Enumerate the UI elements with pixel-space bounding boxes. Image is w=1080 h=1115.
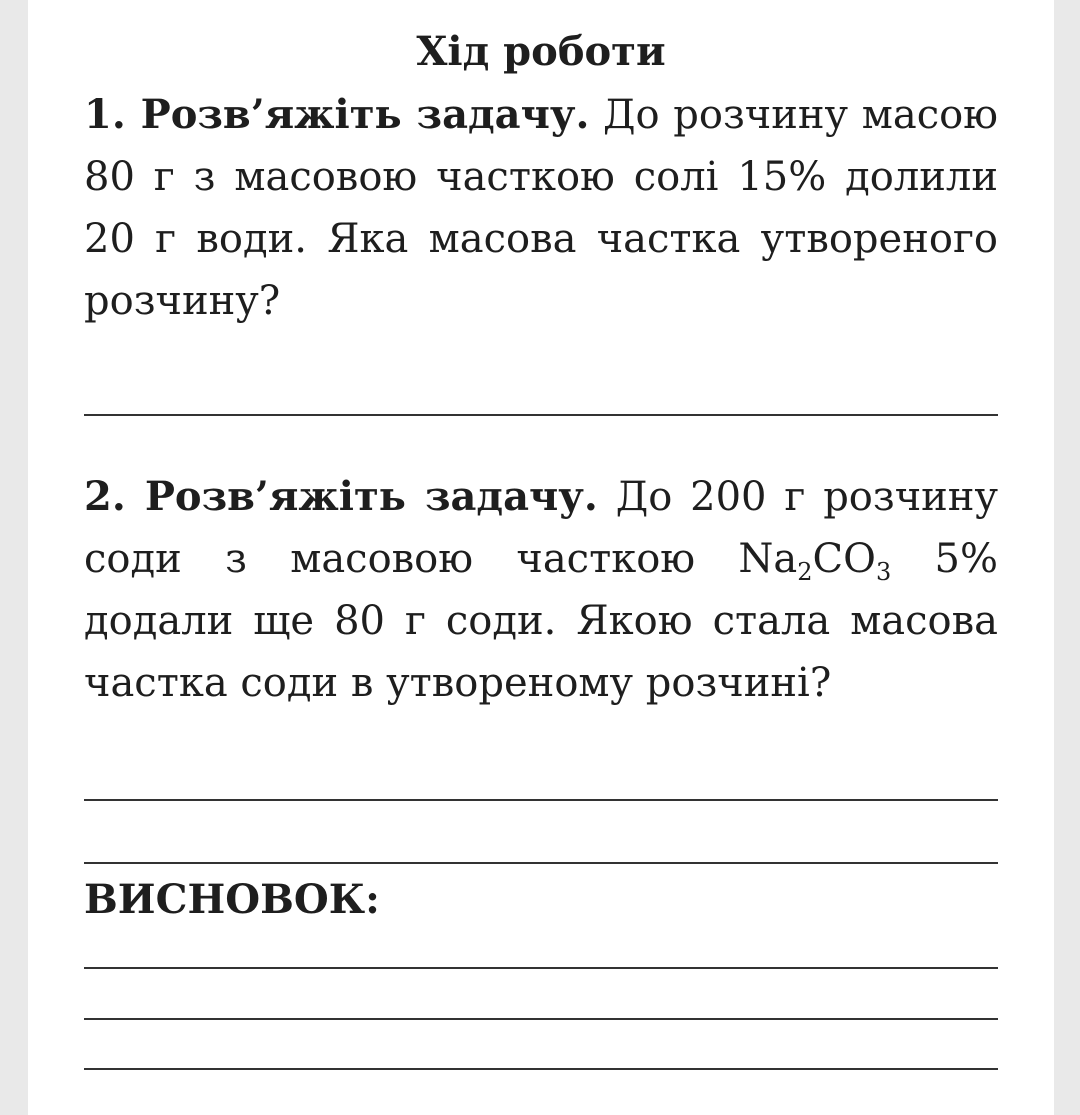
- page-title: Хід роботи: [416, 28, 666, 75]
- conclusion-line-3: [84, 1068, 998, 1070]
- answer-line-2: [84, 799, 998, 801]
- task-2-text-mid: CO: [812, 536, 876, 582]
- task-2: [84, 466, 998, 714]
- answer-line-3: [84, 862, 998, 864]
- task-1-text: До розчину масою 80 г з масовою часткою солі 15% долили 20 г води. Яка масова частка утвореного розчину?: [84, 92, 999, 324]
- task-2-label: 2. Розв’яжіть задачу.: [84, 473, 598, 520]
- task-1-label: 1. Розв’яжіть задачу.: [84, 91, 590, 138]
- task-2-text-after: 5% додали ще 80 г соди. Якою стала масова частка соди в утвореному розчині?: [84, 536, 998, 706]
- worksheet-page: [28, 0, 1054, 1115]
- answer-line-1: [84, 414, 998, 416]
- conclusion-line-2: [84, 1018, 998, 1020]
- conclusion-heading: ВИСНОВОК:: [84, 876, 380, 923]
- formula-subscript-2: 2: [797, 558, 813, 586]
- formula-subscript-3: 3: [875, 558, 892, 586]
- task-1: [84, 84, 998, 332]
- task-2-text-before: До 200 г розчину соди з масовою часткою Na: [84, 474, 999, 582]
- conclusion-line-1: [84, 967, 998, 969]
